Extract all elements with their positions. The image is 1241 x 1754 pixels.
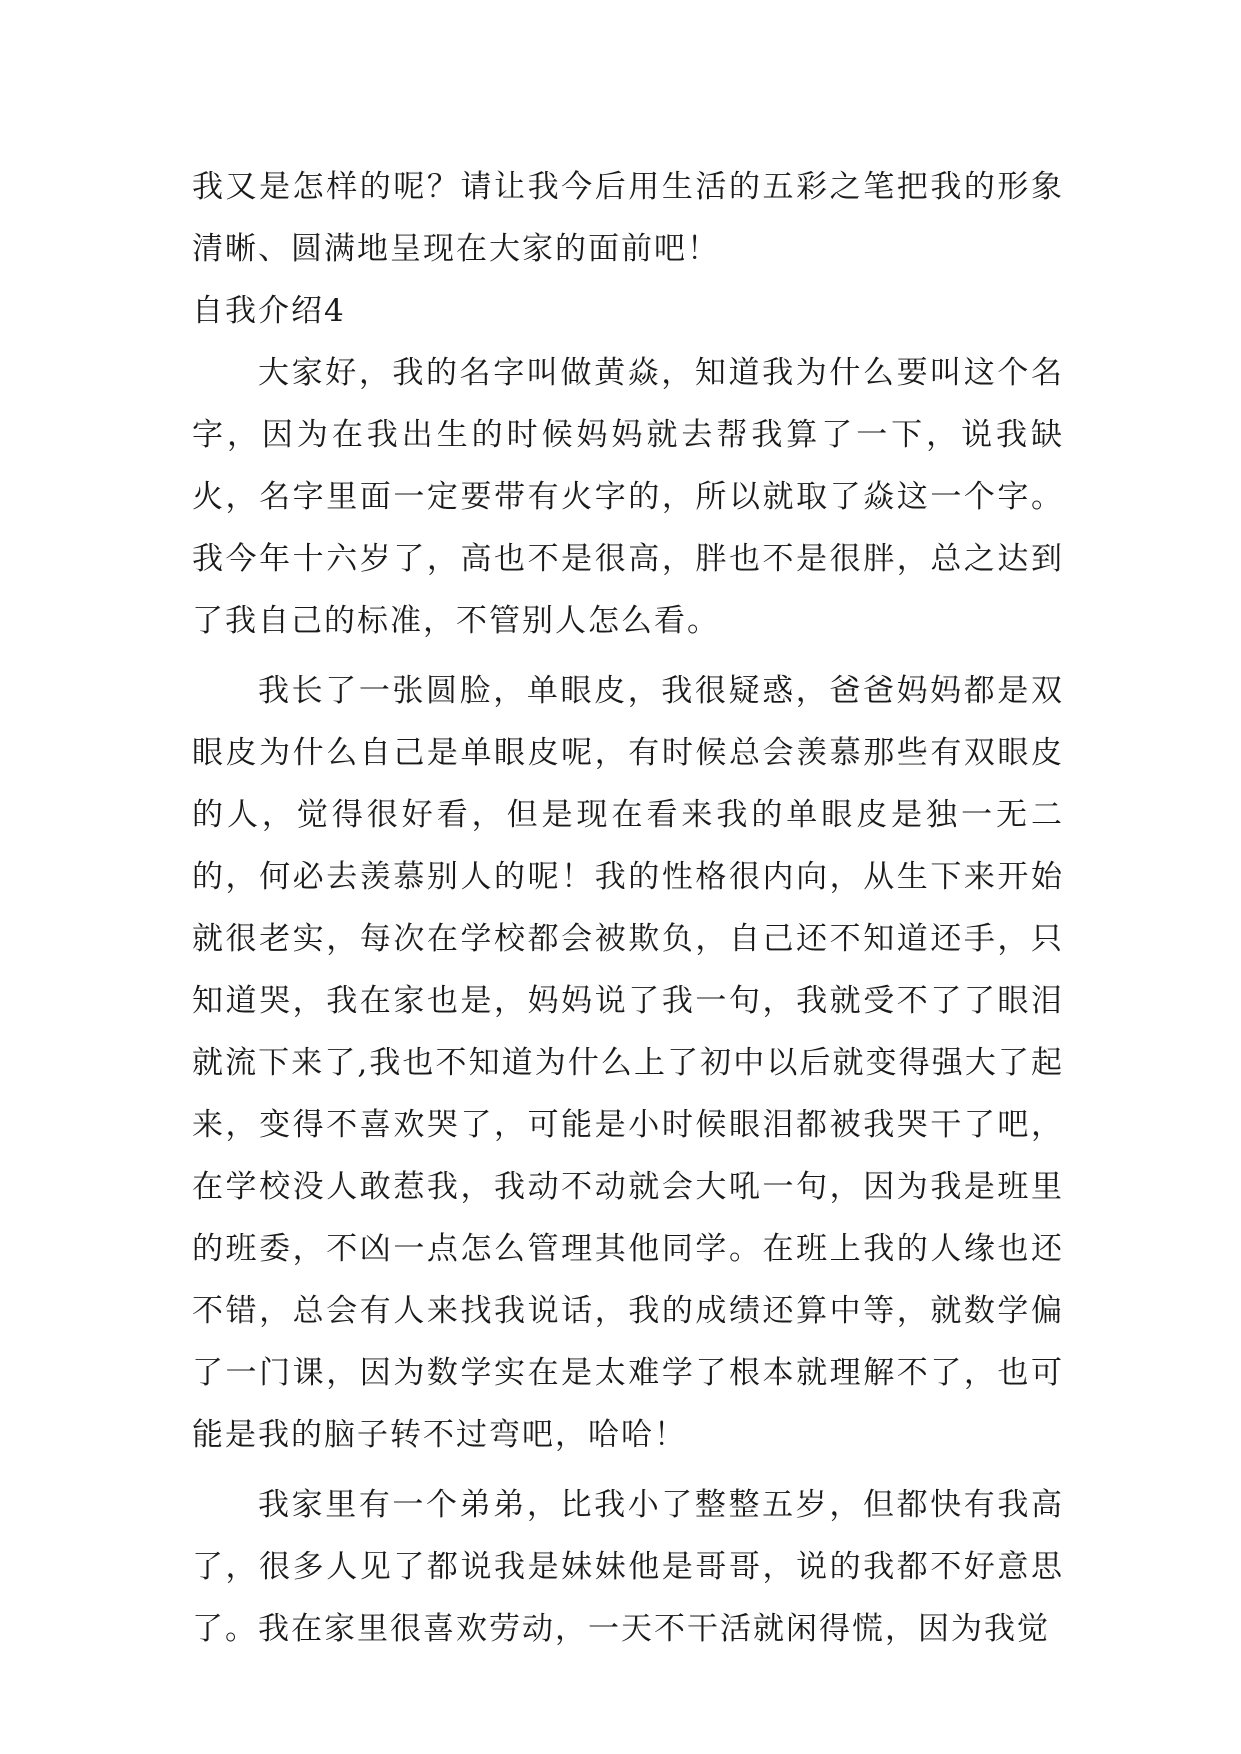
document-body bbox=[192, 156, 1064, 1660]
closing-paragraph: 我又是怎样的呢？请让我今后用生活的五彩之笔把我的形象清晰、圆满地呈现在大家的面前吧！ bbox=[192, 169, 1064, 267]
paragraph-2: 我长了一张圆脸，单眼皮，我很疑惑，爸爸妈妈都是双眼皮为什么自己是单眼皮呢，有时候总会羡慕那些有双眼皮的人，觉得很好看，但是现在看来我的单眼皮是独一无二的，何必去羡慕别人的呢！我的性格很内向，从生下来开始就很老实，每次在学校都会被欺负，自己还不知道还手，只知道哭，我在家也是，妈妈说了我一句，我就受不了了眼泪就流下来了,我也不知道为什么上了初中以后就变得强大了起来，变得不喜欢哭了，可能是小时候眼泪都被我哭干了吧，在学校没人敢惹我，我动不动就会大吼一句，因为我是班里的班委，不凶一点怎么管理其他同学。在班上我的人缘也还不错，总会有人来找我说话，我的成绩还算中等，就数学偏了一门课，因为数学实在是太难学了根本就理解不了，也可能是我的脑子转不过弯吧，哈哈！ bbox=[192, 673, 1064, 1453]
paragraph-1: 大家好，我的名字叫做黄焱，知道我为什么要叫这个名字，因为在我出生的时候妈妈就去帮我算了一下，说我缺火，名字里面一定要带有火字的，所以就取了焱这一个字。我今年十六岁了，高也不是很高，胖也不是很胖，总之达到了我自己的标准，不管别人怎么看。 bbox=[192, 355, 1064, 639]
paragraph-3: 我家里有一个弟弟，比我小了整整五岁，但都快有我高了，很多人见了都说我是妹妹他是哥哥，说的我都不好意思了。我在家里很喜欢劳动，一天不干活就闲得慌，因为我觉 bbox=[192, 1487, 1064, 1647]
section-heading: 自我介绍4 bbox=[192, 293, 346, 329]
